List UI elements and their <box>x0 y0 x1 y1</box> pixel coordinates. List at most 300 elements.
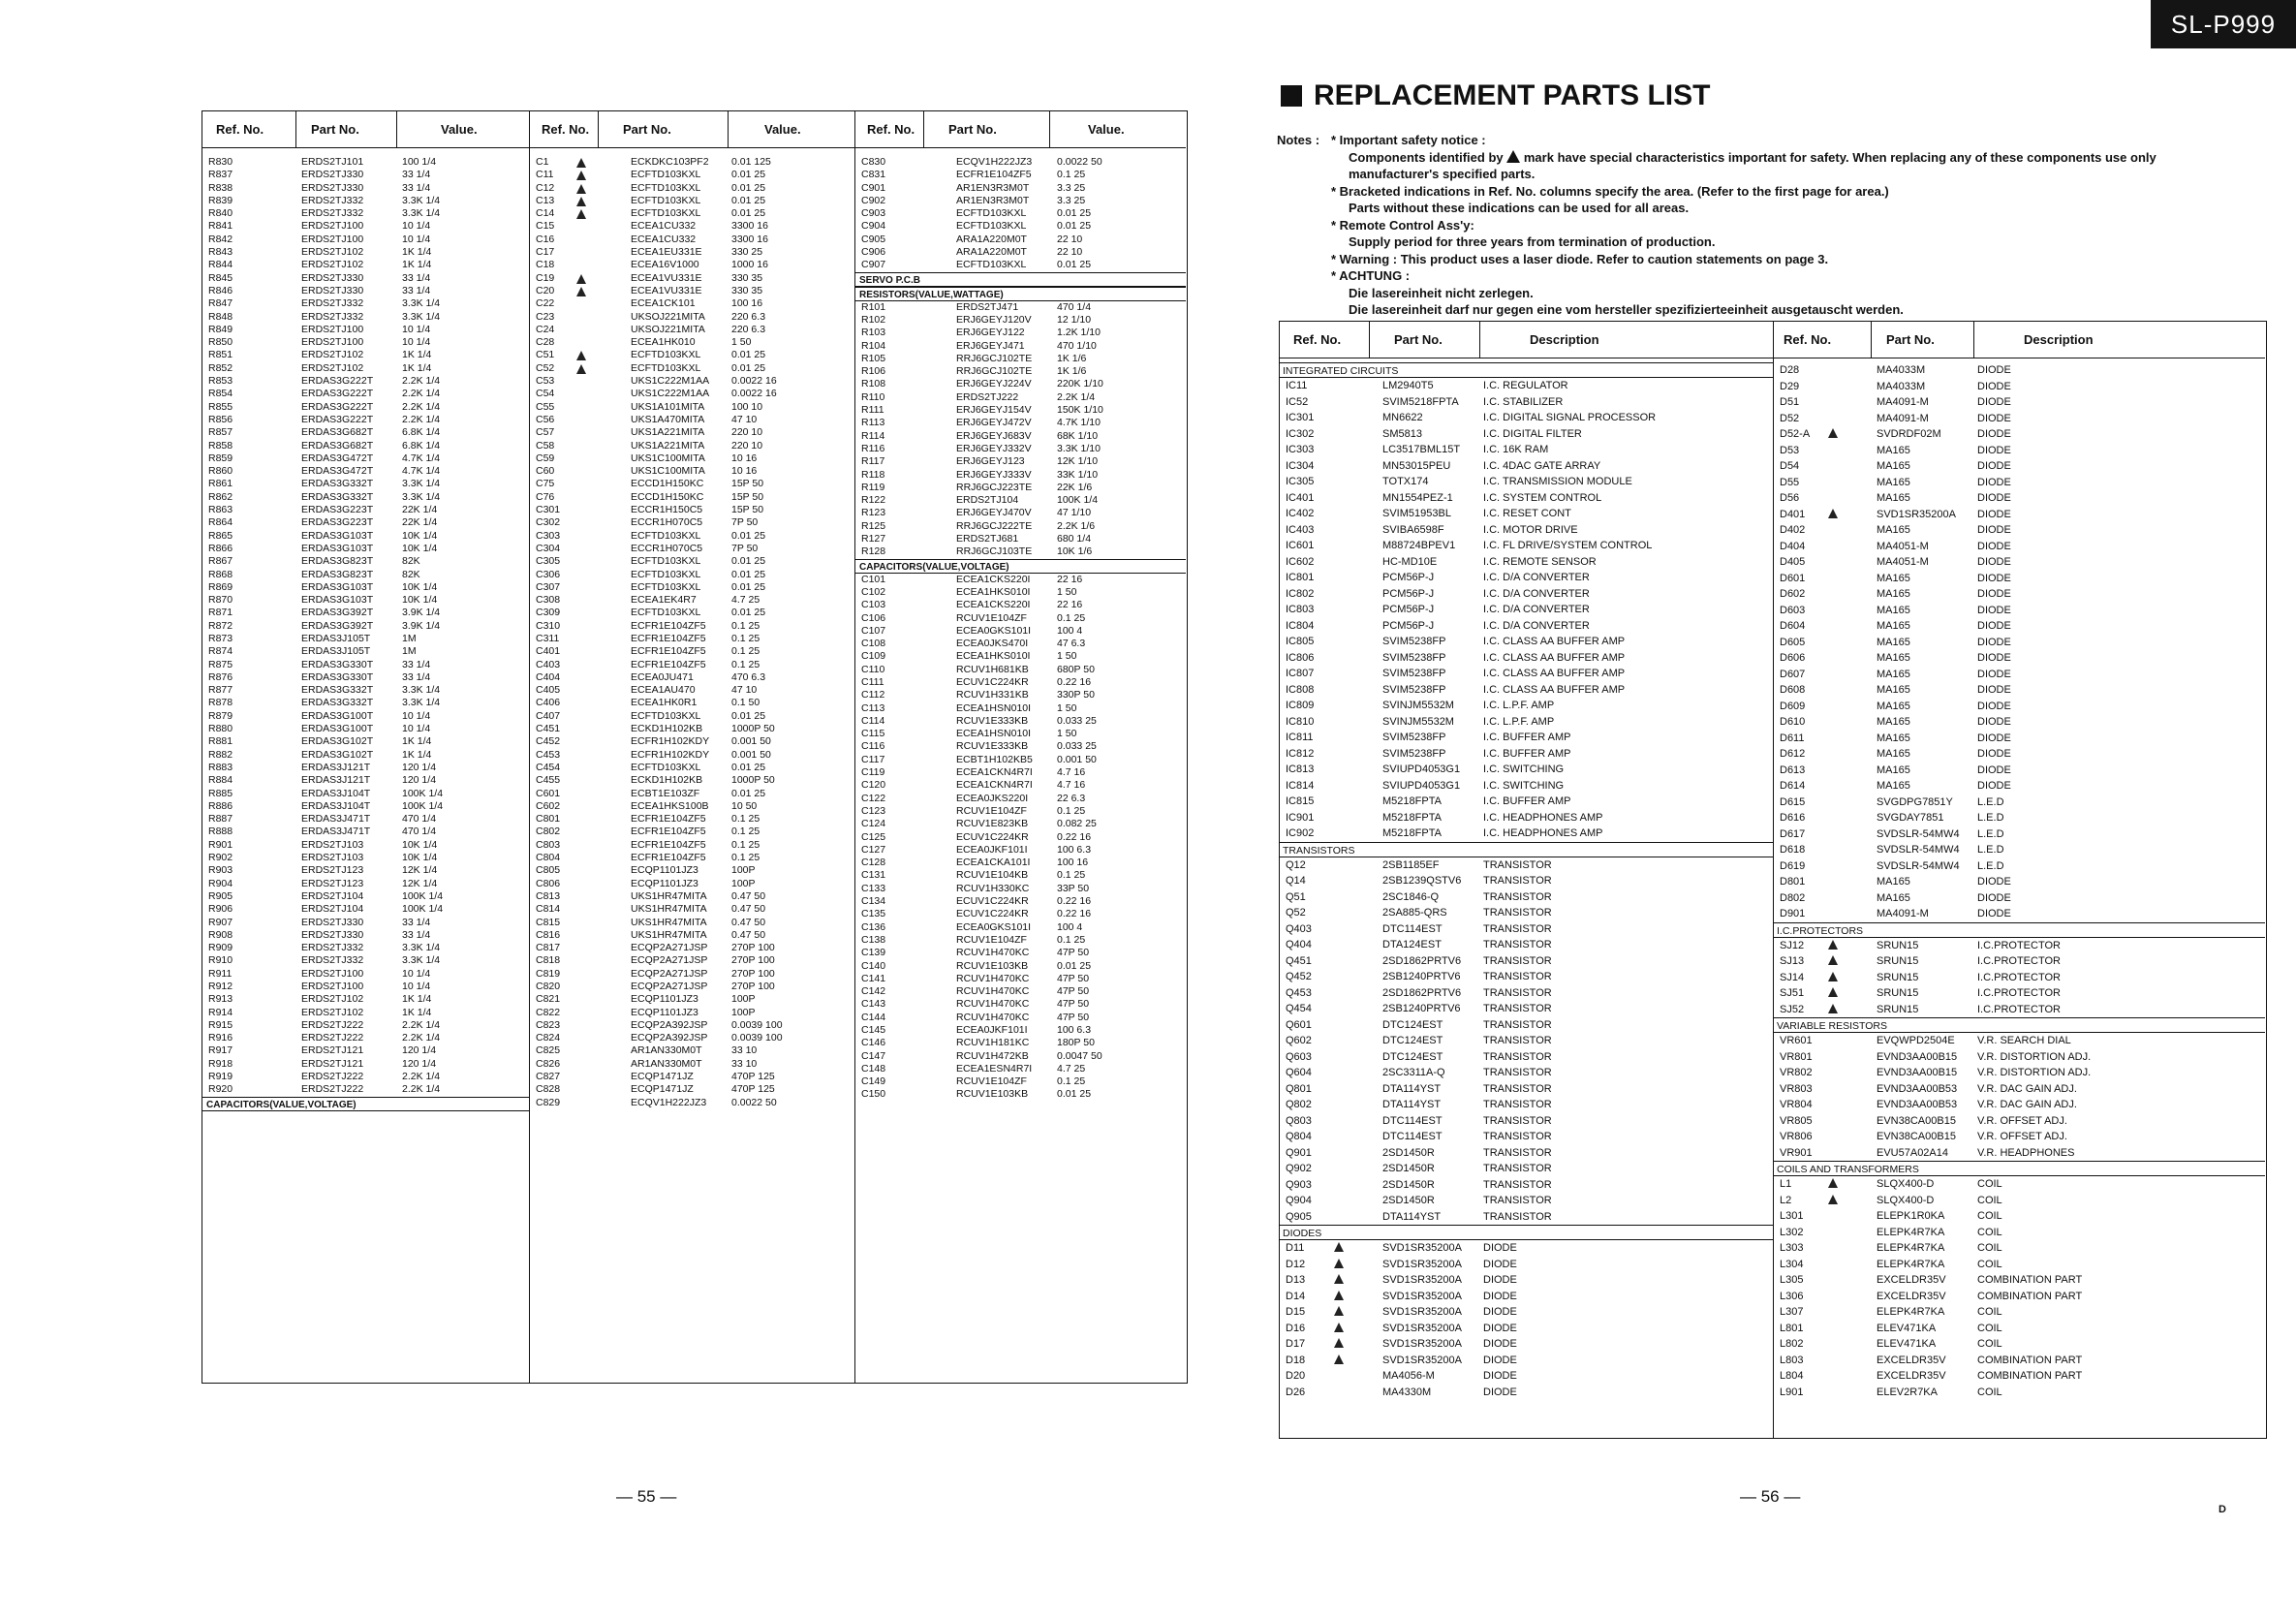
cell-value: 47P 50 <box>1057 1011 1090 1023</box>
cell-ref: C146 <box>861 1037 886 1049</box>
cell-part: ERDAS3G823T <box>301 568 374 580</box>
table-row <box>1280 953 1773 970</box>
cell-value: 6.8K 1/4 <box>402 439 441 452</box>
cell-value: 470P 125 <box>731 1083 775 1096</box>
table-row <box>202 478 529 490</box>
cell-value: TRANSISTOR <box>1483 1050 1552 1063</box>
cell-part: ERDS2TJ102 <box>301 349 364 361</box>
cell-value: 100 6.3 <box>1057 843 1092 856</box>
table-row <box>1774 362 2265 379</box>
table-row <box>202 259 529 271</box>
cell-ref: IC901 <box>1286 811 1315 824</box>
cell-value: 2.2K 1/4 <box>1057 390 1096 403</box>
table-row <box>202 671 529 684</box>
cell-ref: SJ12 <box>1780 939 1805 951</box>
cell-part: MA165 <box>1877 780 1910 792</box>
cell-value: TRANSISTOR <box>1483 1082 1552 1095</box>
cell-value: DIODE <box>1483 1290 1517 1302</box>
cell-ref: IC801 <box>1286 572 1315 583</box>
cell-value: 3.3 25 <box>1057 194 1086 206</box>
table-row <box>855 921 1186 934</box>
cell-part: MN53015PEU <box>1382 459 1451 472</box>
cell-ref: R916 <box>208 1032 233 1044</box>
cell-ref: C819 <box>536 967 561 980</box>
cell-ref: C454 <box>536 761 561 773</box>
cell-ref: VR803 <box>1780 1082 1813 1095</box>
cell-ref: C303 <box>536 529 561 542</box>
table-row <box>1280 1113 1773 1130</box>
cell-part: RCUV1H470KC <box>956 985 1030 998</box>
table-row <box>1280 1385 1773 1401</box>
table-row <box>530 478 854 490</box>
cell-part: M88724BPEV1 <box>1382 540 1456 551</box>
cell-ref: Q804 <box>1286 1131 1312 1142</box>
table-row <box>530 349 854 361</box>
cell-value: 10 1/4 <box>402 336 431 349</box>
table-row <box>1280 905 1773 921</box>
cell-ref: D613 <box>1780 763 1806 776</box>
cell-value: 0.0039 100 <box>731 1032 783 1044</box>
table-row <box>1774 1336 2265 1353</box>
cell-ref: R888 <box>208 826 233 838</box>
cell-ref: R862 <box>208 490 233 503</box>
cell-value: COIL <box>1977 1242 2002 1254</box>
cell-ref: D20 <box>1286 1370 1306 1382</box>
cell-value: 47P 50 <box>1057 972 1090 984</box>
header-description: Description <box>1530 332 1599 347</box>
cell-part: SVD1SR35200A <box>1382 1338 1462 1350</box>
table-row <box>530 903 854 916</box>
cell-value: 0.1 25 <box>731 813 760 826</box>
table-row <box>202 607 529 619</box>
table-row <box>202 465 529 478</box>
cell-ref: D53 <box>1780 444 1800 456</box>
cell-part: ECEA1VU331E <box>631 284 702 296</box>
cell-value: 0.0022 50 <box>1057 156 1102 168</box>
cell-part: SVD1SR35200A <box>1382 1306 1462 1318</box>
cell-ref: C827 <box>536 1071 561 1083</box>
cell-part: ERDAS3G823T <box>301 555 374 568</box>
cell-value: TRANSISTOR <box>1483 1146 1552 1159</box>
cell-value: 100K 1/4 <box>402 889 444 902</box>
table-row <box>855 818 1186 830</box>
cell-ref: R875 <box>208 658 233 670</box>
cell-value: 100 1/4 <box>402 156 437 168</box>
safety-triangle-icon <box>576 171 586 180</box>
cell-value: 12K 1/4 <box>402 877 438 889</box>
cell-part: ERJ6GEYJ470V <box>956 507 1032 519</box>
cell-ref: D15 <box>1286 1306 1306 1318</box>
cell-value: 10 16 <box>731 452 758 464</box>
table-row <box>1774 778 2265 794</box>
cell-value: TRANSISTOR <box>1483 939 1552 950</box>
table-row <box>530 285 854 297</box>
cell-part: MA4091-M <box>1877 396 1929 408</box>
cell-part: ECEA1AU470 <box>631 684 696 697</box>
cell-value: TRANSISTOR <box>1483 1035 1552 1046</box>
cell-ref: C820 <box>536 981 561 992</box>
table-row <box>1280 1097 1773 1113</box>
table-row <box>202 414 529 426</box>
cell-part: ECFTD103KXL <box>631 169 701 181</box>
cell-ref: D602 <box>1780 588 1806 600</box>
table-row <box>1774 1065 2265 1081</box>
cell-part: ECEA1CKN4R7I <box>956 779 1033 792</box>
cell-part: MA165 <box>1877 700 1910 712</box>
table-row <box>202 1083 529 1096</box>
cell-ref: C452 <box>536 735 561 748</box>
cell-part: ERDAS3J121T <box>301 774 371 787</box>
cell-part: ERDS2TJ330 <box>301 928 364 941</box>
table-row <box>1774 426 2265 443</box>
cell-value: DIODE <box>1977 908 2011 919</box>
cell-ref: C451 <box>536 723 561 735</box>
cell-part: MA165 <box>1877 668 1910 680</box>
header-description: Description <box>2024 332 2094 347</box>
cell-value: 0.1 25 <box>731 619 760 632</box>
cell-part: ECEA1CK101 <box>631 297 696 310</box>
cell-ref: IC301 <box>1286 412 1315 423</box>
cell-value: 1K 1/6 <box>1057 352 1087 364</box>
notes-line: * Remote Control Ass'y: <box>1331 217 1474 233</box>
safety-triangle-icon <box>576 158 586 168</box>
table-row <box>530 942 854 954</box>
cell-value: I.C. SWITCHING <box>1483 779 1565 792</box>
cell-value: 0.001 50 <box>1057 753 1097 765</box>
cell-value: I.C. CLASS AA BUFFER AMP <box>1483 683 1626 696</box>
cell-part: SVIM5238FP <box>1382 668 1446 679</box>
cell-ref: R881 <box>208 735 233 748</box>
cell-part: ECEA1CKS220I <box>956 599 1031 611</box>
cell-value: DIODE <box>1977 380 2011 392</box>
cell-value: TRANSISTOR <box>1483 1114 1552 1127</box>
cell-value: 1 50 <box>1057 585 1077 598</box>
cell-part: ECFTD103KXL <box>631 361 701 374</box>
cell-ref: IC303 <box>1286 444 1315 455</box>
cell-part: RRJ6GCJ102TE <box>956 365 1033 378</box>
table-row <box>1774 1097 2265 1113</box>
cell-part: ERDAS3G330T <box>301 670 374 683</box>
cell-ref: C52 <box>536 361 555 374</box>
cell-value: 0.1 25 <box>731 838 760 851</box>
cell-ref: Q603 <box>1286 1050 1312 1063</box>
table-row <box>855 985 1186 998</box>
cell-ref: R855 <box>208 400 233 413</box>
cell-value: 3.3K 1/4 <box>402 684 441 697</box>
safety-triangle-icon <box>1334 1323 1344 1332</box>
table-row <box>202 878 529 890</box>
cell-ref: R874 <box>208 645 233 658</box>
cell-ref: D54 <box>1780 460 1800 472</box>
cell-value: 220 10 <box>731 439 763 452</box>
table-row <box>855 664 1186 676</box>
cell-value: 2.2K 1/4 <box>402 1032 441 1044</box>
table-row <box>855 455 1186 468</box>
cell-part: ECEA1CU332 <box>631 220 697 233</box>
cell-value: 270P 100 <box>731 981 775 992</box>
cell-ref: D619 <box>1780 859 1806 872</box>
cell-ref: Q14 <box>1286 875 1306 887</box>
cell-value: 4.7 16 <box>1057 766 1086 779</box>
table-row <box>855 625 1186 638</box>
table-row <box>1280 1177 1773 1194</box>
cell-value: 0.033 25 <box>1057 714 1097 727</box>
table-row <box>202 839 529 852</box>
table-row <box>1774 586 2265 603</box>
cell-ref: C148 <box>861 1062 886 1075</box>
cell-ref: C120 <box>861 779 886 792</box>
cell-value: 3.3K 1/4 <box>402 942 441 954</box>
table-row <box>530 878 854 890</box>
cell-ref: Q803 <box>1286 1114 1312 1127</box>
cell-ref: C818 <box>536 954 561 967</box>
cell-value: 0.01 25 <box>731 580 766 593</box>
cell-part: 2SD1450R <box>1382 1146 1435 1159</box>
cell-ref: C816 <box>536 928 561 941</box>
cell-value: 0.01 25 <box>1057 959 1092 972</box>
header-part: Part No. <box>1394 332 1443 347</box>
cell-value: 10K 1/4 <box>402 594 438 607</box>
cell-value: COIL <box>1977 1306 2002 1318</box>
cell-ref: C53 <box>536 375 555 388</box>
notes-line: * Warning : This product uses a laser diode. Refer to caution statements on page 3. <box>1331 251 1829 266</box>
cell-value: V.R. OFFSET ADJ. <box>1977 1131 2067 1142</box>
cell-ref: L303 <box>1780 1242 1804 1254</box>
table-row <box>202 182 529 195</box>
cell-ref: C831 <box>861 169 886 181</box>
cell-value: TRANSISTOR <box>1483 1003 1552 1014</box>
table-row <box>530 788 854 800</box>
cell-part: MA165 <box>1877 444 1910 456</box>
cell-ref: R919 <box>208 1071 233 1083</box>
cell-part: MA4051-M <box>1877 540 1929 552</box>
table-row <box>530 1007 854 1019</box>
cell-value: 0.0022 16 <box>731 375 777 388</box>
cell-value: 120 1/4 <box>402 774 437 787</box>
cell-part: MA165 <box>1877 476 1910 488</box>
table-row <box>530 297 854 310</box>
cell-part: ERDAS3J121T <box>301 761 371 773</box>
cell-ref: D612 <box>1780 748 1806 760</box>
cell-ref: D609 <box>1780 700 1806 712</box>
table-row <box>1280 426 1773 443</box>
cell-part: PCM56P-J <box>1382 572 1435 583</box>
cell-value: DIODE <box>1977 524 2011 536</box>
table-row <box>202 594 529 607</box>
cell-value: DIODE <box>1977 732 2011 744</box>
cell-value: 1K 1/4 <box>402 246 432 259</box>
cell-ref: Q452 <box>1286 971 1312 982</box>
table-row <box>1280 889 1773 906</box>
cell-value: 0.01 25 <box>731 361 766 374</box>
cell-part: EVN38CA00B15 <box>1877 1131 1956 1142</box>
cell-part: DTC124EST <box>1382 1050 1443 1063</box>
table-row <box>202 917 529 929</box>
cell-value: 1 50 <box>1057 728 1077 740</box>
cell-ref: C60 <box>536 465 555 478</box>
safety-triangle-icon <box>1334 1338 1344 1348</box>
table-row <box>1774 699 2265 715</box>
cell-value: 270P 100 <box>731 954 775 967</box>
cell-part: EVQWPD2504E <box>1877 1035 1955 1046</box>
cell-value: I.C. D/A CONVERTER <box>1483 604 1590 615</box>
cell-ref: L306 <box>1780 1290 1804 1302</box>
cell-ref: R110 <box>861 390 885 403</box>
cell-value: 220 10 <box>731 426 763 439</box>
cell-ref: IC602 <box>1286 555 1315 568</box>
table-row <box>202 981 529 993</box>
cell-value: 22 10 <box>1057 246 1083 259</box>
cell-ref: R104 <box>861 339 886 352</box>
cell-part: ELEPK4R7KA <box>1877 1306 1945 1318</box>
cell-value: 0.0022 50 <box>731 1096 777 1108</box>
cell-part: RCUV1H681KB <box>956 663 1029 675</box>
left-col-3 <box>855 111 1186 1383</box>
cell-ref: C803 <box>536 838 561 851</box>
table-row <box>530 452 854 465</box>
safety-triangle-icon <box>1828 1004 1838 1013</box>
table-row <box>1280 1145 1773 1162</box>
header-part: Part No. <box>623 122 671 137</box>
cell-part: ERDS2TJ102 <box>301 246 364 259</box>
cell-part: MA165 <box>1877 460 1910 472</box>
cell-value: 2.2K 1/6 <box>1057 519 1096 532</box>
cell-part: ECEA1EK4R7 <box>631 594 697 607</box>
cell-part: RCUV1E104ZF <box>956 804 1027 817</box>
table-row <box>1280 794 1773 810</box>
cell-value: I.C. CLASS AA BUFFER AMP <box>1483 668 1626 679</box>
cell-part: 2SC1846-Q <box>1382 890 1440 903</box>
cell-ref: C817 <box>536 942 561 954</box>
cell-ref: R907 <box>208 916 233 928</box>
cell-part: EVU57A02A14 <box>1877 1146 1948 1159</box>
cell-part: UKSOJ221MITA <box>631 310 705 323</box>
cell-ref: D13 <box>1286 1274 1306 1286</box>
cell-part: SRUN15 <box>1877 971 1919 983</box>
cell-ref: D56 <box>1780 492 1800 504</box>
table-row <box>855 1088 1186 1101</box>
cell-value: 47P 50 <box>1057 947 1090 959</box>
cell-value: 0.0047 50 <box>1057 1049 1102 1062</box>
table-row <box>1280 1161 1773 1177</box>
table-row <box>855 391 1186 404</box>
cell-ref: C55 <box>536 400 555 413</box>
cell-ref: IC304 <box>1286 459 1315 472</box>
cell-ref: C112 <box>861 689 885 701</box>
cell-value: 10 1/4 <box>402 709 431 722</box>
cell-value: DIODE <box>1977 684 2011 696</box>
table-row <box>202 826 529 838</box>
cell-ref: R122 <box>861 494 886 507</box>
cell-ref: C23 <box>536 310 555 323</box>
cell-part: RCUV1E333KB <box>956 714 1029 727</box>
table-row <box>530 1044 854 1057</box>
table-row <box>530 890 854 903</box>
cell-part: ECQP2A271JSP <box>631 967 708 980</box>
table-row <box>530 645 854 658</box>
cell-value: 100P <box>731 1006 756 1018</box>
cell-part: ECQP2A392JSP <box>631 1018 708 1031</box>
cell-value: 10K 1/6 <box>1057 545 1093 558</box>
cell-ref: C815 <box>536 916 561 928</box>
cell-part: ECQP2A271JSP <box>631 954 708 967</box>
cell-value: 12 1/10 <box>1057 313 1092 326</box>
header-ref: Ref. No. <box>1293 332 1342 347</box>
cell-ref: C903 <box>861 207 886 220</box>
cell-value: 1 50 <box>1057 650 1077 663</box>
cell-part: ECQP1101JZ3 <box>631 1006 698 1018</box>
cell-ref: D11 <box>1286 1242 1305 1254</box>
table-row <box>1280 1289 1773 1305</box>
rows <box>855 156 1186 1102</box>
table-row <box>1280 1033 1773 1049</box>
section-heading: DIODES <box>1280 1225 1773 1240</box>
cell-value: 1000P 50 <box>731 774 775 787</box>
cell-part: MA165 <box>1877 588 1910 600</box>
cell-value: 0.033 25 <box>1057 740 1097 753</box>
cell-part: MN1554PEZ-1 <box>1382 491 1453 504</box>
cell-part: RRJ6GCJ222TE <box>956 519 1033 532</box>
table-row <box>855 378 1186 390</box>
cell-ref: C824 <box>536 1032 561 1044</box>
cell-part: ECQP1471JZ <box>631 1083 694 1096</box>
cell-value: TRANSISTOR <box>1483 858 1552 871</box>
table-row <box>855 612 1186 625</box>
cell-value: 0.1 25 <box>1057 611 1086 624</box>
cell-part: ERDS2TJ102 <box>301 1006 364 1018</box>
cell-ref: R114 <box>861 429 885 442</box>
table-header <box>1280 322 1773 358</box>
cell-ref: C142 <box>861 985 886 998</box>
table-row <box>530 259 854 271</box>
cell-ref: C141 <box>861 972 886 984</box>
cell-part: ECFTD103KXL <box>631 349 701 361</box>
cell-part: ERJ6GEYJ154V <box>956 404 1032 417</box>
cell-part: SVD1SR35200A <box>1382 1274 1462 1286</box>
cell-part: UKS1HR47MITA <box>631 889 707 902</box>
cell-value: DIODE <box>1977 763 2011 776</box>
cell-part: ERDAS3G682T <box>301 426 374 439</box>
table-row <box>1280 394 1773 411</box>
cell-part: ERDS2TJ102 <box>301 993 364 1006</box>
cell-ref: D29 <box>1780 380 1800 392</box>
cell-value: DIODE <box>1483 1274 1517 1286</box>
cell-part: SVD1SR35200A <box>1382 1242 1462 1254</box>
cell-ref: D18 <box>1286 1354 1306 1366</box>
cell-ref: C306 <box>536 568 561 580</box>
cell-value: 3.3K 1/4 <box>402 194 441 206</box>
cell-part: ERDAS3G103T <box>301 529 374 542</box>
cell-ref: D608 <box>1780 684 1806 696</box>
cell-value: V.R. DAC GAIN ADJ. <box>1977 1099 2077 1110</box>
section-heading: RESISTORS(VALUE,WATTAGE) <box>855 287 1186 301</box>
cell-value: V.R. DISTORTION ADJ. <box>1977 1050 2092 1063</box>
cell-value: I.C. CLASS AA BUFFER AMP <box>1483 651 1626 664</box>
cell-ref: R108 <box>861 378 886 390</box>
cell-ref: C149 <box>861 1075 886 1088</box>
cell-ref: D610 <box>1780 716 1806 728</box>
cell-part: 2SD1450R <box>1382 1195 1435 1206</box>
cell-value: V.R. DISTORTION ADJ. <box>1977 1067 2092 1078</box>
cell-value: 15P 50 <box>731 504 764 516</box>
cell-ref: IC402 <box>1286 508 1315 519</box>
table-row <box>202 530 529 543</box>
cell-value: 0.01 125 <box>731 156 771 168</box>
cell-ref: C813 <box>536 889 561 902</box>
cell-part: UKSOJ221MITA <box>631 323 705 335</box>
cell-value: 68K 1/10 <box>1057 429 1099 442</box>
cell-value: 47P 50 <box>1057 985 1090 998</box>
